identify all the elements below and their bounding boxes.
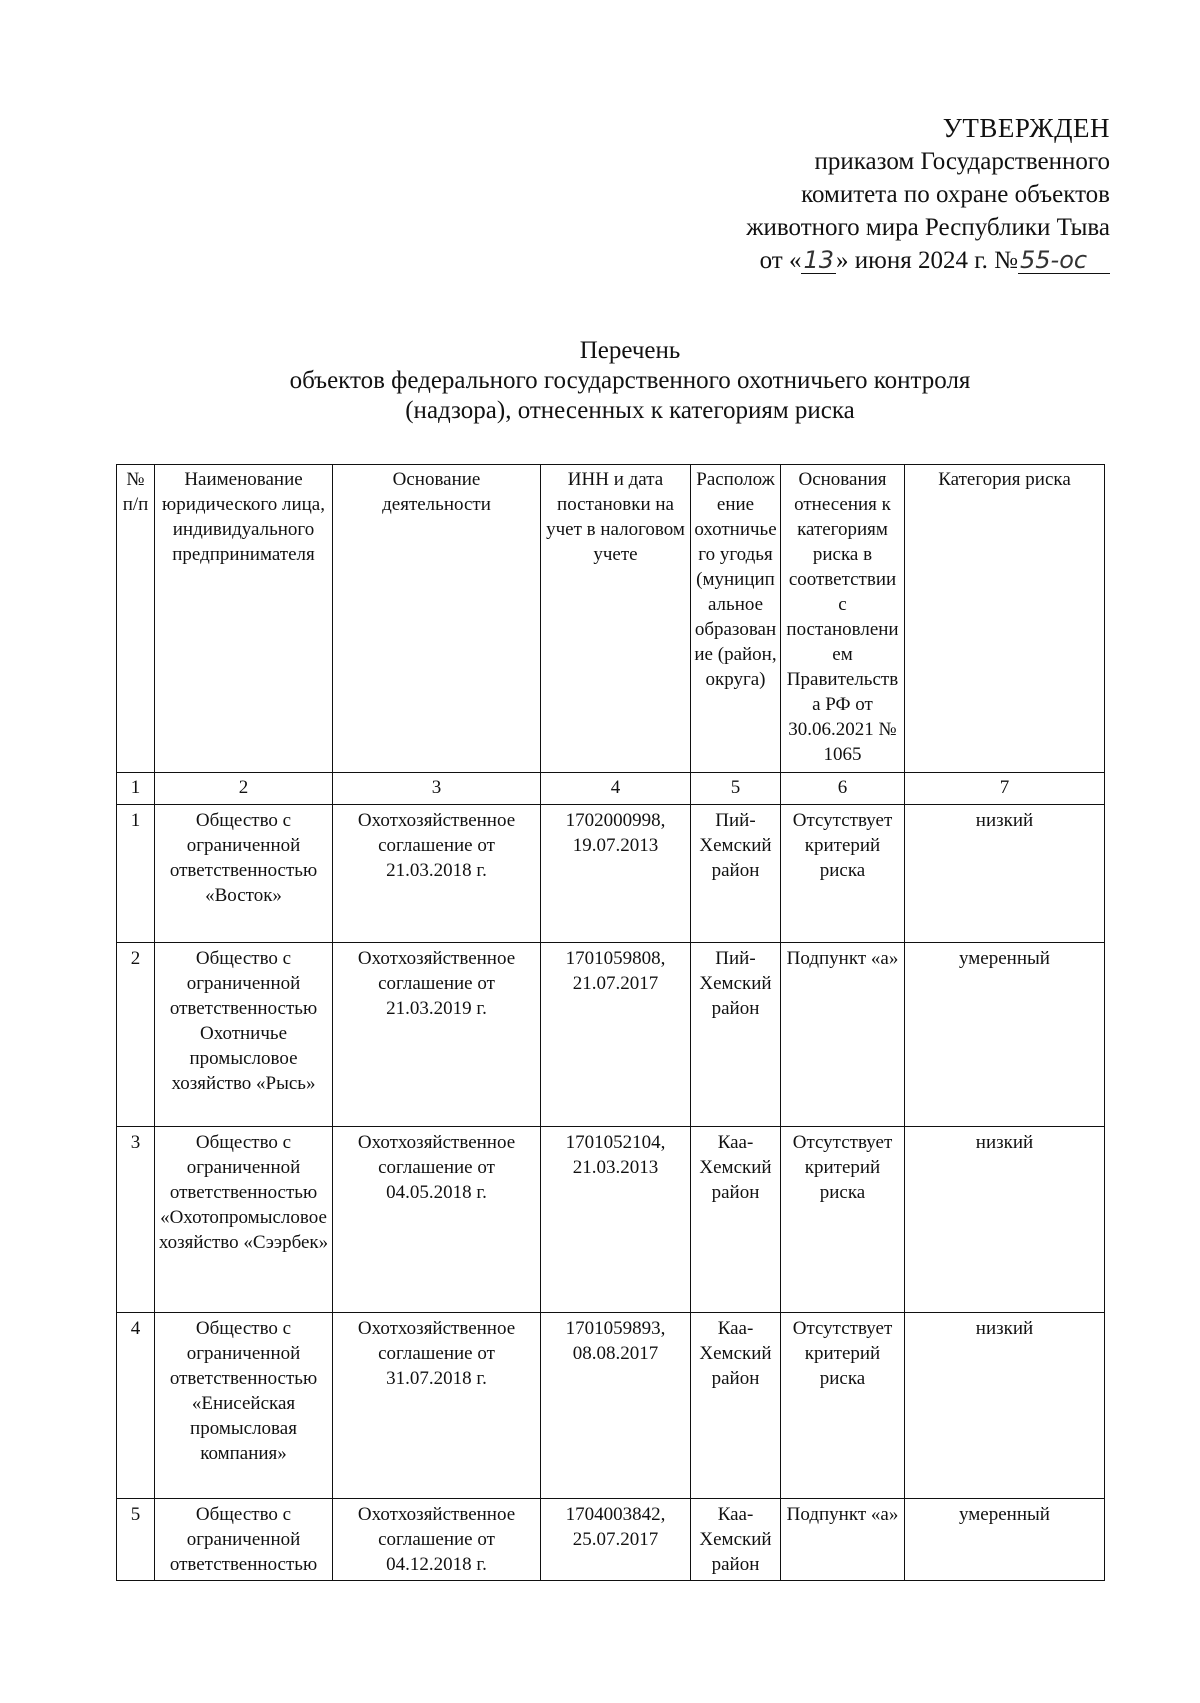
- column-number: 4: [541, 773, 691, 805]
- risk-grounds: Отсутствует критерий риска: [781, 1127, 905, 1313]
- risk-category: низкий: [905, 805, 1105, 943]
- risk-category: низкий: [905, 1313, 1105, 1499]
- title-line-1: Перечень: [579, 337, 681, 364]
- activity-basis: Охотхозяйственное соглашение от 04.05.2018 г.: [333, 1127, 541, 1313]
- hunting-ground-location: Каа-Хемский район: [691, 1313, 781, 1499]
- table-row: [117, 1499, 1105, 1581]
- risk-category: низкий: [905, 1127, 1105, 1313]
- column-number: 2: [155, 773, 333, 805]
- inn-registration: 1701059893, 08.08.2017: [541, 1313, 691, 1499]
- header-cell: Категория риска: [905, 465, 1105, 773]
- hunting-ground-location: Пий-Хемский район: [691, 805, 781, 943]
- inn-registration: 1702000998, 19.07.2013: [541, 805, 691, 943]
- approval-date-prefix: от «: [759, 247, 802, 274]
- entity-name: Общество с ограниченной ответственностью: [155, 1499, 333, 1581]
- activity-basis: Охотхозяйственное соглашение от 21.03.2019 г.: [333, 943, 541, 1127]
- hunting-ground-location: Каа-Хемский район: [691, 1127, 781, 1313]
- title-line-2: объектов федерального государственного охотничьего контроля: [289, 367, 971, 394]
- activity-basis: Охотхозяйственное соглашение от 31.07.2018 г.: [333, 1313, 541, 1499]
- title-line-3: (надзора), отнесенных к категориям риска: [405, 397, 855, 424]
- table-row: [117, 1313, 1105, 1499]
- row-number: 4: [117, 1313, 155, 1499]
- entity-name: Общество с ограниченной ответственностью Охотничье промысловое хозяйство «Рысь»: [155, 943, 333, 1127]
- column-number-row: [117, 773, 1105, 805]
- risk-grounds: Отсутствует критерий риска: [781, 1313, 905, 1499]
- risk-grounds: Подпункт «а»: [781, 943, 905, 1127]
- approval-date-suffix: » июня 2024 г. №: [836, 247, 1018, 274]
- table-row: [117, 1127, 1105, 1313]
- table-row: [117, 805, 1105, 943]
- row-number: 1: [117, 805, 155, 943]
- inn-registration: 1701059808, 21.07.2017: [541, 943, 691, 1127]
- column-number: 5: [691, 773, 781, 805]
- approval-order-number: 55-ос: [1018, 247, 1110, 274]
- row-number: 3: [117, 1127, 155, 1313]
- column-number: 7: [905, 773, 1105, 805]
- entity-name: Общество с ограниченной ответственностью «Восток»: [155, 805, 333, 943]
- approval-heading: УТВЕРЖДЕН: [942, 113, 1110, 143]
- risk-grounds: Отсутствует критерий риска: [781, 805, 905, 943]
- approval-day: 13: [803, 246, 835, 274]
- hunting-ground-location: Каа-Хемский район: [691, 1499, 781, 1581]
- risk-category: умеренный: [905, 1499, 1105, 1581]
- row-number: 5: [117, 1499, 155, 1581]
- activity-basis: Охотхозяйственное соглашение от 21.03.2018 г.: [333, 805, 541, 943]
- header-cell: Расположение охотничьего угодья (муниципальное образование (район, округа): [691, 465, 781, 773]
- table-row: [117, 943, 1105, 1127]
- column-number: 1: [117, 773, 155, 805]
- header-cell: Основания отнесения к категориям риска в соответствии с постановлением Правительства РФ от 30.06.2021 № 1065: [781, 465, 905, 773]
- risk-registry-table: [116, 464, 1105, 1581]
- risk-grounds: Подпункт «а»: [781, 1499, 905, 1581]
- activity-basis: Охотхозяйственное соглашение от 04.12.2018 г.: [333, 1499, 541, 1581]
- document-title: [0, 336, 1200, 426]
- entity-name: Общество с ограниченной ответственностью «Охотопромысловое хозяйство «Сээрбек»: [155, 1127, 333, 1313]
- header-cell: ИНН и дата постановки на учет в налоговом учете: [541, 465, 691, 773]
- approval-date-line: [746, 244, 1110, 277]
- header-cell: Наименование юридического лица, индивидуального предпринимателя: [155, 465, 333, 773]
- inn-registration: 1704003842, 25.07.2017: [541, 1499, 691, 1581]
- header-cell: Основание деятельности: [333, 465, 541, 773]
- table-header-row: [117, 465, 1105, 773]
- row-number: 2: [117, 943, 155, 1127]
- hunting-ground-location: Пий-Хемский район: [691, 943, 781, 1127]
- approval-line-1: приказом Государственного: [814, 148, 1110, 175]
- risk-category: умеренный: [905, 943, 1105, 1127]
- approval-line-3: животного мира Республики Тыва: [746, 214, 1110, 241]
- header-cell: № п/п: [117, 465, 155, 773]
- column-number: 3: [333, 773, 541, 805]
- approval-line-2: комитета по охране объектов: [801, 181, 1110, 208]
- approval-stamp: [746, 112, 1110, 277]
- inn-registration: 1701052104, 21.03.2013: [541, 1127, 691, 1313]
- entity-name: Общество с ограниченной ответственностью «Енисейская промысловая компания»: [155, 1313, 333, 1499]
- column-number: 6: [781, 773, 905, 805]
